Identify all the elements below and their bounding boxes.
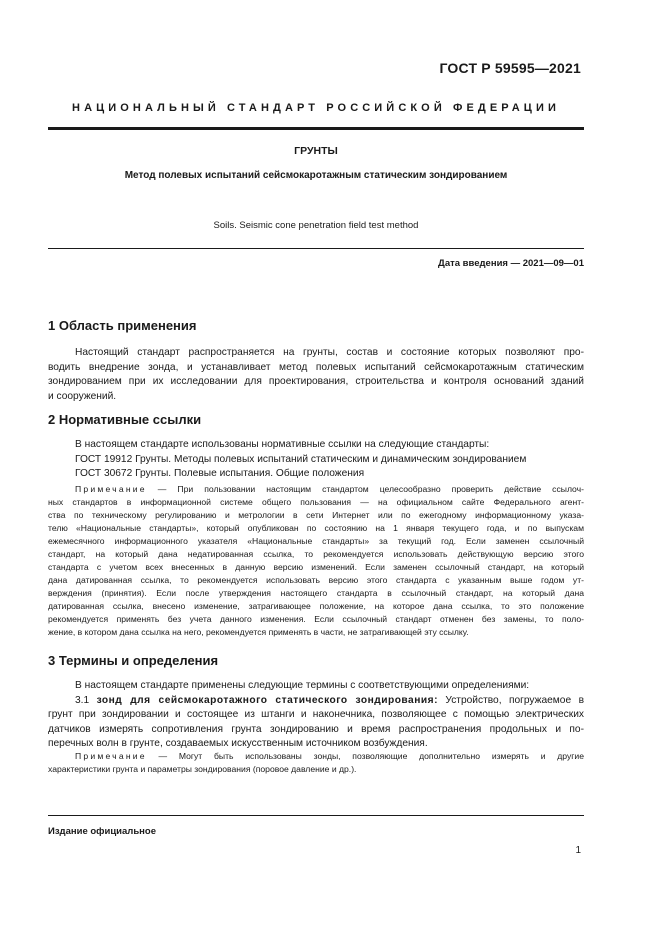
national-standard-heading: НАЦИОНАЛЬНЫЙ СТАНДАРТ РОССИЙСКОЙ ФЕДЕРАЦИИ <box>72 102 560 114</box>
document-subtitle: Метод полевых испытаний сейсмокаротажным статическим зондированием <box>124 170 508 181</box>
note-label: Примечание <box>75 484 147 494</box>
note-line: ных стандартов в информационной системе общего пользования — на официальном сайте Федерального агент- <box>48 497 584 507</box>
reference-item: ГОСТ 19912 Грунты. Методы полевых испытаний статическим и динамическим зондированием <box>75 453 527 465</box>
section-heading: 3 Термины и определения <box>48 653 219 668</box>
paragraph-line: и сооружений. <box>48 390 117 402</box>
term-definition-start: Устройство, погружаемое в <box>437 694 584 706</box>
term-name: зонд для сейсмокаротажного статического зондирования: <box>96 694 438 706</box>
note-text: — При пользовании настоящим стандартом целесообразно проверить действие ссылоч- <box>146 484 584 494</box>
page-number: 1 <box>575 845 581 856</box>
paragraph-line: перечных волн в грунте, создаваемых искусственным источником возбуждения. <box>48 738 428 749</box>
paragraph-line: В настоящем стандарте использованы нормативные ссылки на следующие стандарты: <box>75 439 490 450</box>
note-line: верждения (принятия). Если после утверждения настоящего стандарта в ссылочный стандарт, на который дана <box>48 588 584 598</box>
header-rule <box>48 127 584 130</box>
note-line: стандарта с учетом всех внесенных в данную версию изменений. Если заменен ссылочный стандарт, на который <box>48 562 584 572</box>
paragraph-line: Настоящий стандарт распространяется на грунты, состав и состояние которых позволяют про- <box>75 347 584 358</box>
gost-code: ГОСТ Р 59595—2021 <box>439 60 581 76</box>
term-line <box>48 694 584 709</box>
note-line: стандарт, на который дана недатированная ссылка, то рекомендуется использовать действующую версию этого <box>48 549 584 559</box>
paragraph-line: зондированием при их исследовании для проектирования, строительства и контроля оснований зданий <box>48 376 584 387</box>
note-line: рекомендуется применять без учета данного изменения. Если ссылочный стандарт отменен без замены, то поло- <box>48 614 584 624</box>
references-note <box>48 483 584 639</box>
note-line: ства по техническому регулированию и метрологии в сети Интернет или по ежегодному информационному указа- <box>48 510 584 520</box>
note-line: датированная ссылка, внесено изменение, затрагивающее положение, на которое дана ссылка, то это положение <box>48 601 584 611</box>
paragraph-line: водить внедрение зонда, и устанавливает метод полевых испытаний сейсмокаротажным статическим <box>48 361 584 373</box>
note-line: жение, в котором дана ссылка на него, рекомендуется применять в части, не затрагивающей эту ссылку. <box>48 627 469 637</box>
note-line: ежемесячного информационного указателя «Национальные стандарты» за текущий год. Если заменен ссылочный <box>48 536 584 546</box>
section-references <box>48 412 584 427</box>
edition-label: Издание официальное <box>48 826 156 837</box>
note-line <box>48 483 584 496</box>
section-terms <box>48 653 584 668</box>
document-title: ГРУНТЫ <box>294 145 338 157</box>
section-heading: 1 Область применения <box>48 318 197 333</box>
english-title: Soils. Seismic cone penetration field test method <box>213 220 419 231</box>
section-heading: 2 Нормативные ссылки <box>48 412 202 427</box>
reference-item: ГОСТ 30672 Грунты. Полевые испытания. Общие положения <box>75 468 365 479</box>
note-line: дана датированная ссылка, то рекомендуется использовать версию этого стандарта с указанным выше годом ут- <box>48 575 584 585</box>
paragraph-line: датчиков измерять сопротивления грунта зондированию и время распространения продольных и по- <box>48 723 584 735</box>
term-number: 3.1 <box>75 694 97 706</box>
terms-note <box>48 750 584 776</box>
section-references-body <box>48 438 584 482</box>
note-line: телю «Национальные стандарты», который опубликован по состоянию на 1 января текущего года, и по выпускам <box>48 523 584 533</box>
section-scope-body <box>48 346 584 404</box>
footer-rule <box>48 815 584 816</box>
note-line <box>48 750 584 763</box>
section-terms-body <box>48 679 584 752</box>
title-rule <box>48 248 584 249</box>
introduction-date: Дата введения — 2021—09—01 <box>438 258 584 269</box>
paragraph-line: грунт при зондировании и состоящее из штанги и наконечника, позволяющее с помощью электрических <box>48 709 584 720</box>
paragraph-line: В настоящем стандарте применены следующие термины с соответствующими определениями: <box>75 680 530 691</box>
note-line: характеристики грунта и параметры зондирования (поровое давление и др.). <box>48 764 357 774</box>
section-scope <box>48 318 584 333</box>
note-text: — Могут быть использованы зонды, позволяющие дополнительно измерять и другие <box>146 751 584 761</box>
note-label: Примечание <box>75 751 147 761</box>
